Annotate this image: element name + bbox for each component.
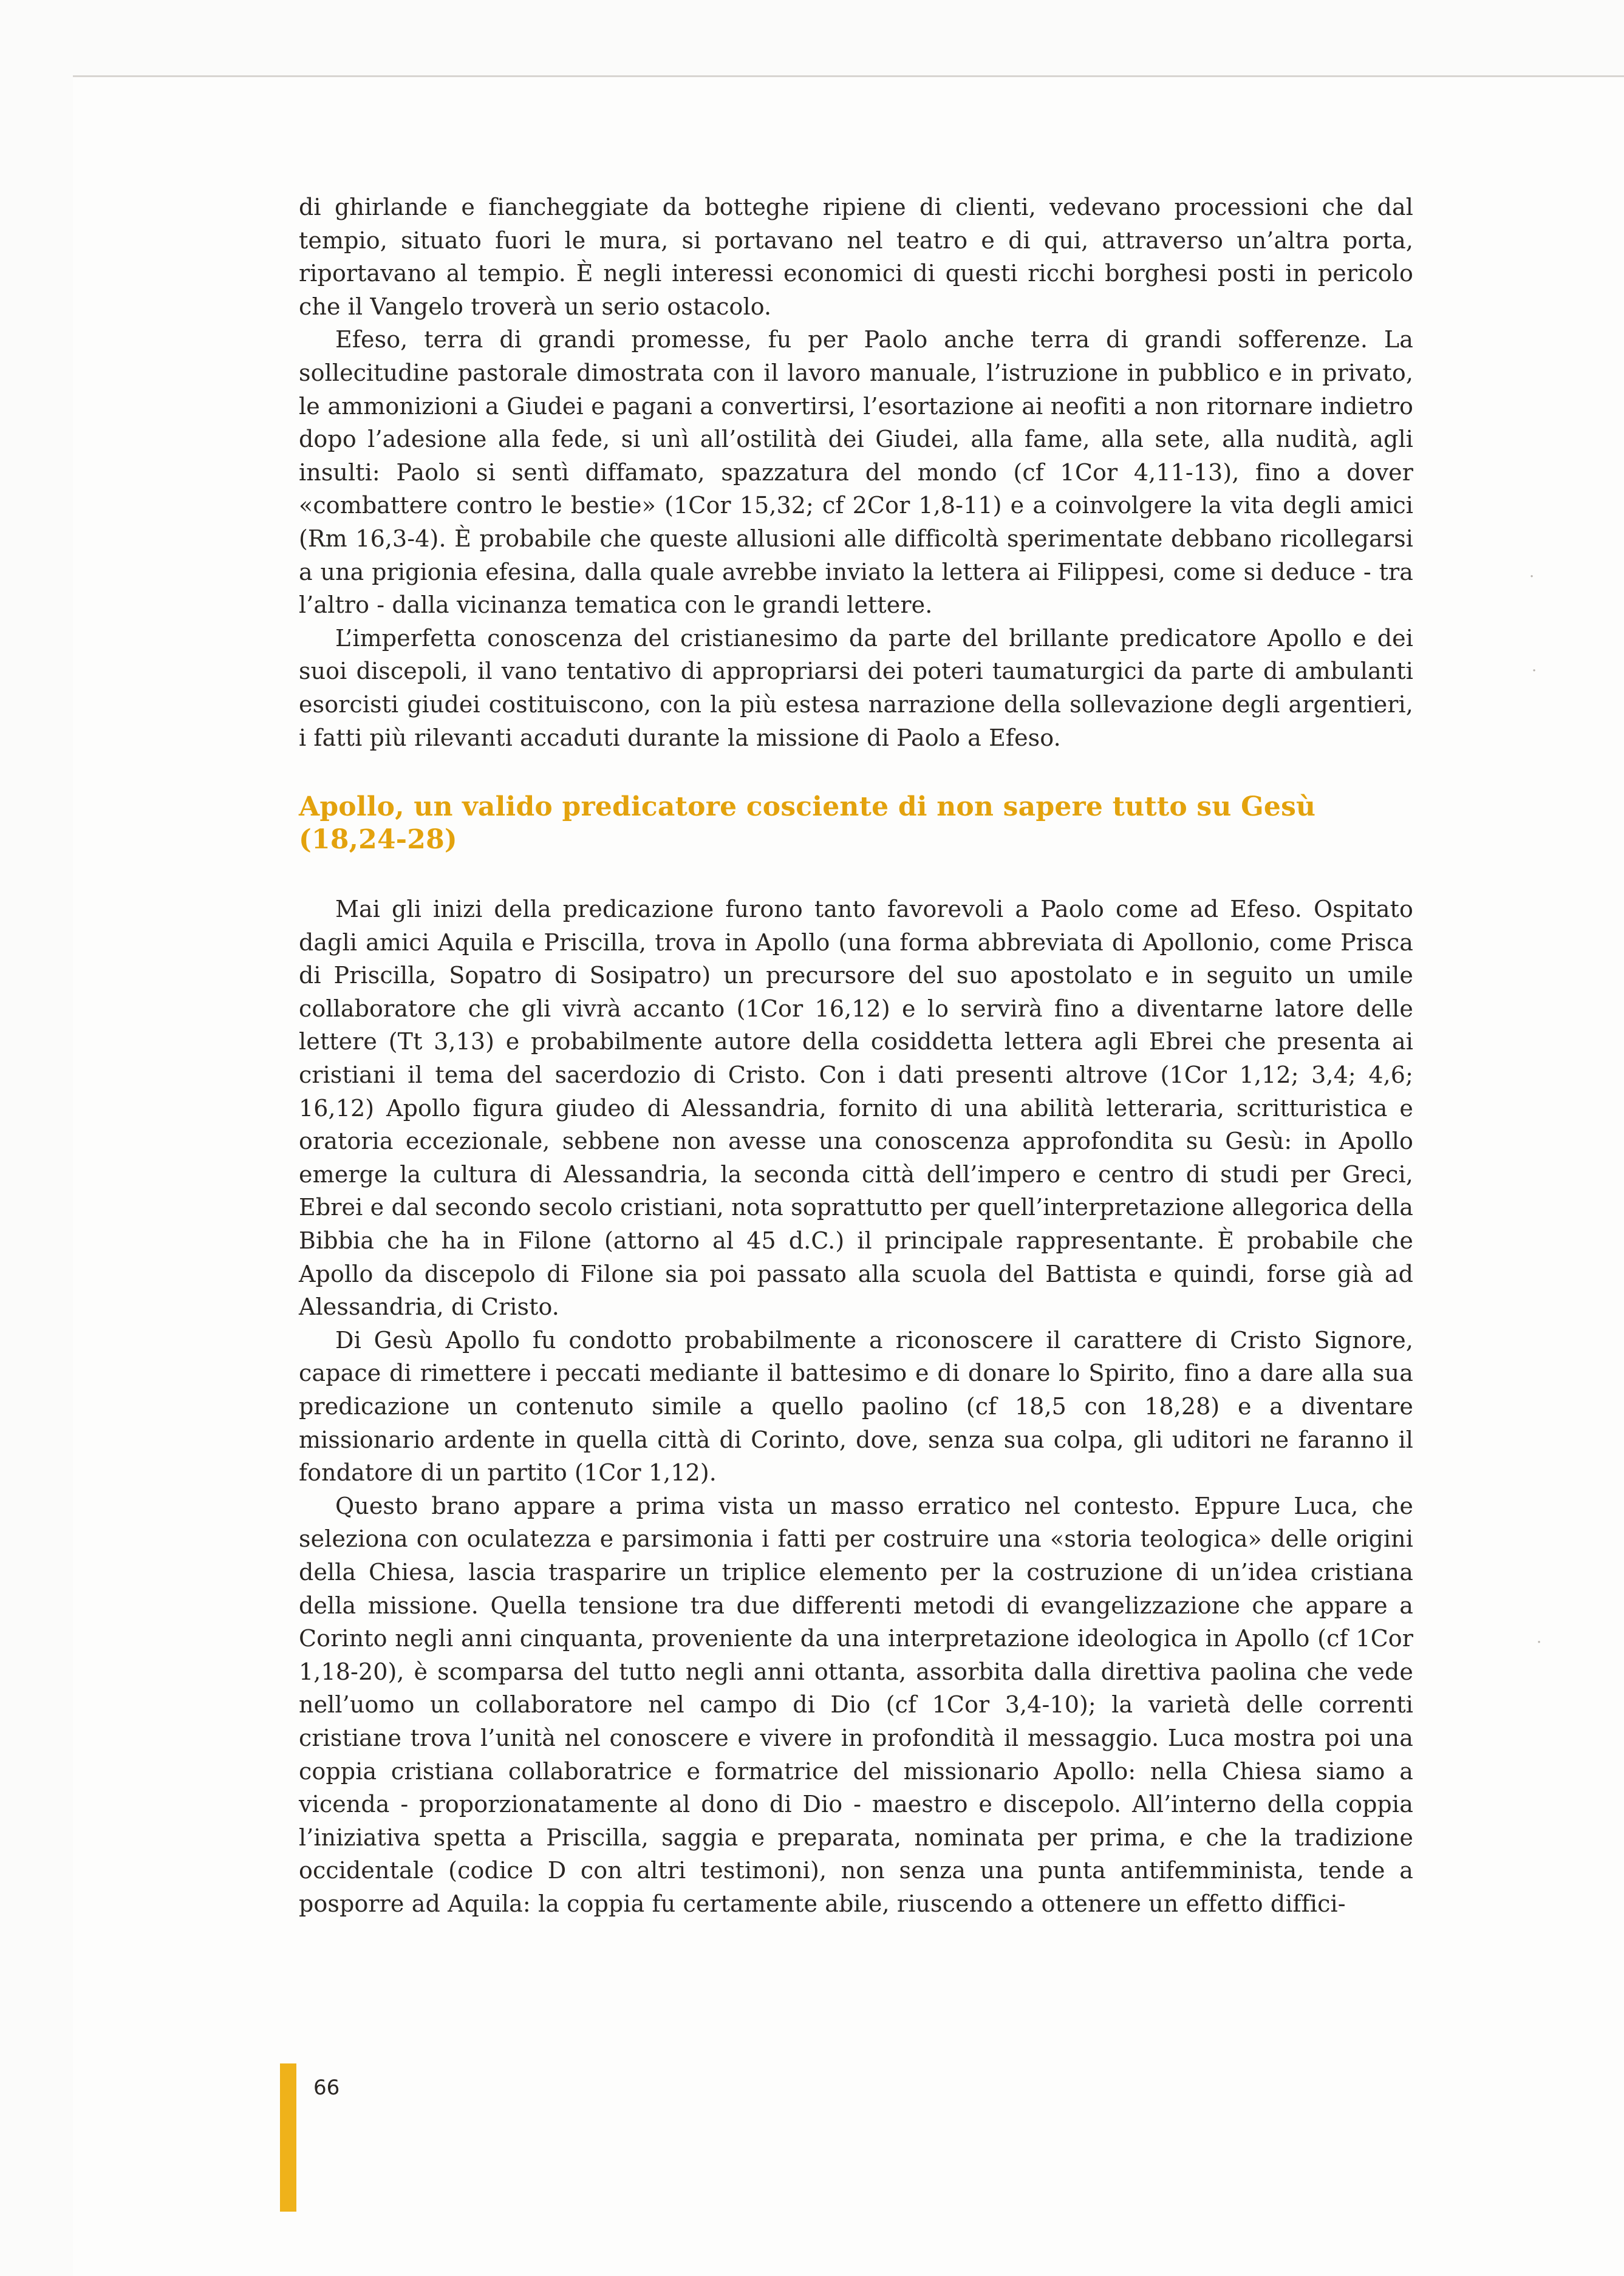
margin-dot: ·	[1532, 662, 1537, 680]
section-heading-reference: (18,24-28)	[299, 824, 457, 856]
paragraph-2: Efeso, terra di grandi promesse, fu per Paolo anche terra di grandi sofferenze. La sollecitudine pastorale dimostrata con il lavoro manuale, l’istruzione in pubblico e in privato, le ammonizioni a Giudei e pagani a convertirsi, l’esortazione ai neofiti a non ritornare indietro dopo l’adesione alla fede, si unì all’ostilità dei Giudei, alla fame, alla sete, alla nudità, agli insulti: Paolo si sentì diffamato, spazzatura del mondo (cf 1Cor 4,11-13), fino a dover «combattere contro le bestie» (1Cor 15,32; cf 2Cor 1,8-11) e a coinvolgere la vita degli amici (Rm 16,3-4). È probabile che queste allusioni alle difficoltà sperimentate debbano ricollegarsi a una prigionia efesina, dalla quale avrebbe inviato la lettera ai Filippesi, come si deduce - tra l’altro - dalla vicinanza tematica con le grandi lettere.	[299, 326, 1413, 619]
body-text	[299, 191, 1413, 1921]
scan-top-edge	[73, 75, 1624, 77]
page-number-bar	[280, 2063, 296, 2212]
page-number: 66	[313, 2076, 340, 2100]
paragraph-3: L’imperfetta conoscenza del cristianesimo da parte del brillante predicatore Apollo e dei suoi discepoli, il vano tentativo di appropriarsi dei poteri taumaturgici da parte di ambulanti esorcisti giudei costituiscono, con la più estesa narrazione della sollevazione degli argentieri, i fatti più rilevanti accaduti durante la missione di Paolo a Efeso.	[299, 624, 1413, 751]
paragraph-6: Questo brano appare a prima vista un masso erratico nel contesto. Eppure Luca, che seleziona con oculatezza e parsimonia i fatti per costruire una «storia teologica» delle origini della Chiesa, lascia trasparire un triplice elemento per la costruzione di un’idea cristiana della missione. Quella tensione tra due differenti metodi di evangelizzazione che appare a Corinto negli anni cinquanta, proveniente da una interpretazione ideologica in Apollo (cf 1Cor 1,18-20), è scomparsa del tutto negli anni ottanta, assorbita dalla direttiva paolina che vede nell’uomo un collaboratore nel campo di Dio (cf 1Cor 3,4-10); la varietà delle correnti cristiane trova l’unità nel conoscere e vivere in profondità il messaggio. Luca mostra poi una coppia cristiana collaboratrice e formatrice del missionario Apollo: nella Chiesa siamo a vicenda - proporzionatamente al dono di Dio - maestro e discepolo. All’interno della coppia l’iniziativa spetta a Priscilla, saggia e preparata, nominata per prima, e che la tradizione occidentale (codice D con altri testimoni), non senza una punta antifemminista, tende a posporre ad Aquila: la coppia fu certamente abile, riuscendo a ottenere un effetto diffici-	[299, 1492, 1413, 1917]
paragraph-4: Mai gli inizi della predicazione furono tanto favorevoli a Paolo come ad Efeso. Ospitato dagli amici Aquila e Priscilla, trova in Apollo (una forma abbreviata di Apollonio, come Prisca di Priscilla, Sopatro di Sosipatro) un precursore del suo apostolato e in seguito un umile collaboratore che gli vivrà accanto (1Cor 16,12) e lo servirà fino a diventarne latore delle lettere (Tt 3,13) e probabilmente autore della cosiddetta lettera agli Ebrei che presenta ai cristiani il tema del sacerdozio di Cristo. Con i dati presenti altrove (1Cor 1,12; 3,4; 4,6; 16,12) Apollo figura giudeo di Alessandria, fornito di una abilità letteraria, scritturistica e oratoria eccezionale, sebbene non avesse una conoscenza approfondita su Gesù: in Apollo emerge la cultura di Alessandria, la seconda città dell’impero e centro di studi per Greci, Ebrei e dal secondo secolo cristiani, nota soprattutto per quell’interpretazione allegorica della Bibbia che ha in Filone (attorno al 45 d.C.) il principale rappresentante. È probabile che Apollo da discepolo di Filone sia poi passato alla scuola del Battista e quindi, forse già ad Alessandria, di Cristo.	[299, 896, 1413, 1321]
margin-dot: ·	[1537, 1634, 1542, 1652]
paragraph-5: Di Gesù Apollo fu condotto probabilmente a riconoscere il carattere di Cristo Signore, capace di rimettere i peccati mediante il battesimo e di donare lo Spirito, fino a dare alla sua predicazione un contenuto simile a quello paolino (cf 18,5 con 18,28) e a diventare missionario ardente in quella città di Corinto, dove, senza sua colpa, gli uditori ne faranno il fondatore di un partito (1Cor 1,12).	[299, 1326, 1413, 1487]
section-heading	[299, 791, 1413, 856]
paragraph-1: di ghirlande e fiancheggiate da botteghe ripiene di clienti, vedevano processioni che dal tempio, situato fuori le mura, si portavano nel teatro e di qui, attraverso un’altra porta, riportavano al tempio. È negli interessi economici di questi ricchi borghesi posti in pericolo che il Vangelo troverà un serio ostacolo.	[299, 194, 1413, 320]
section-heading-title: Apollo, un valido predicatore cosciente di non sapere tutto su Gesù	[299, 791, 1316, 823]
margin-dot: ·	[1529, 568, 1535, 586]
